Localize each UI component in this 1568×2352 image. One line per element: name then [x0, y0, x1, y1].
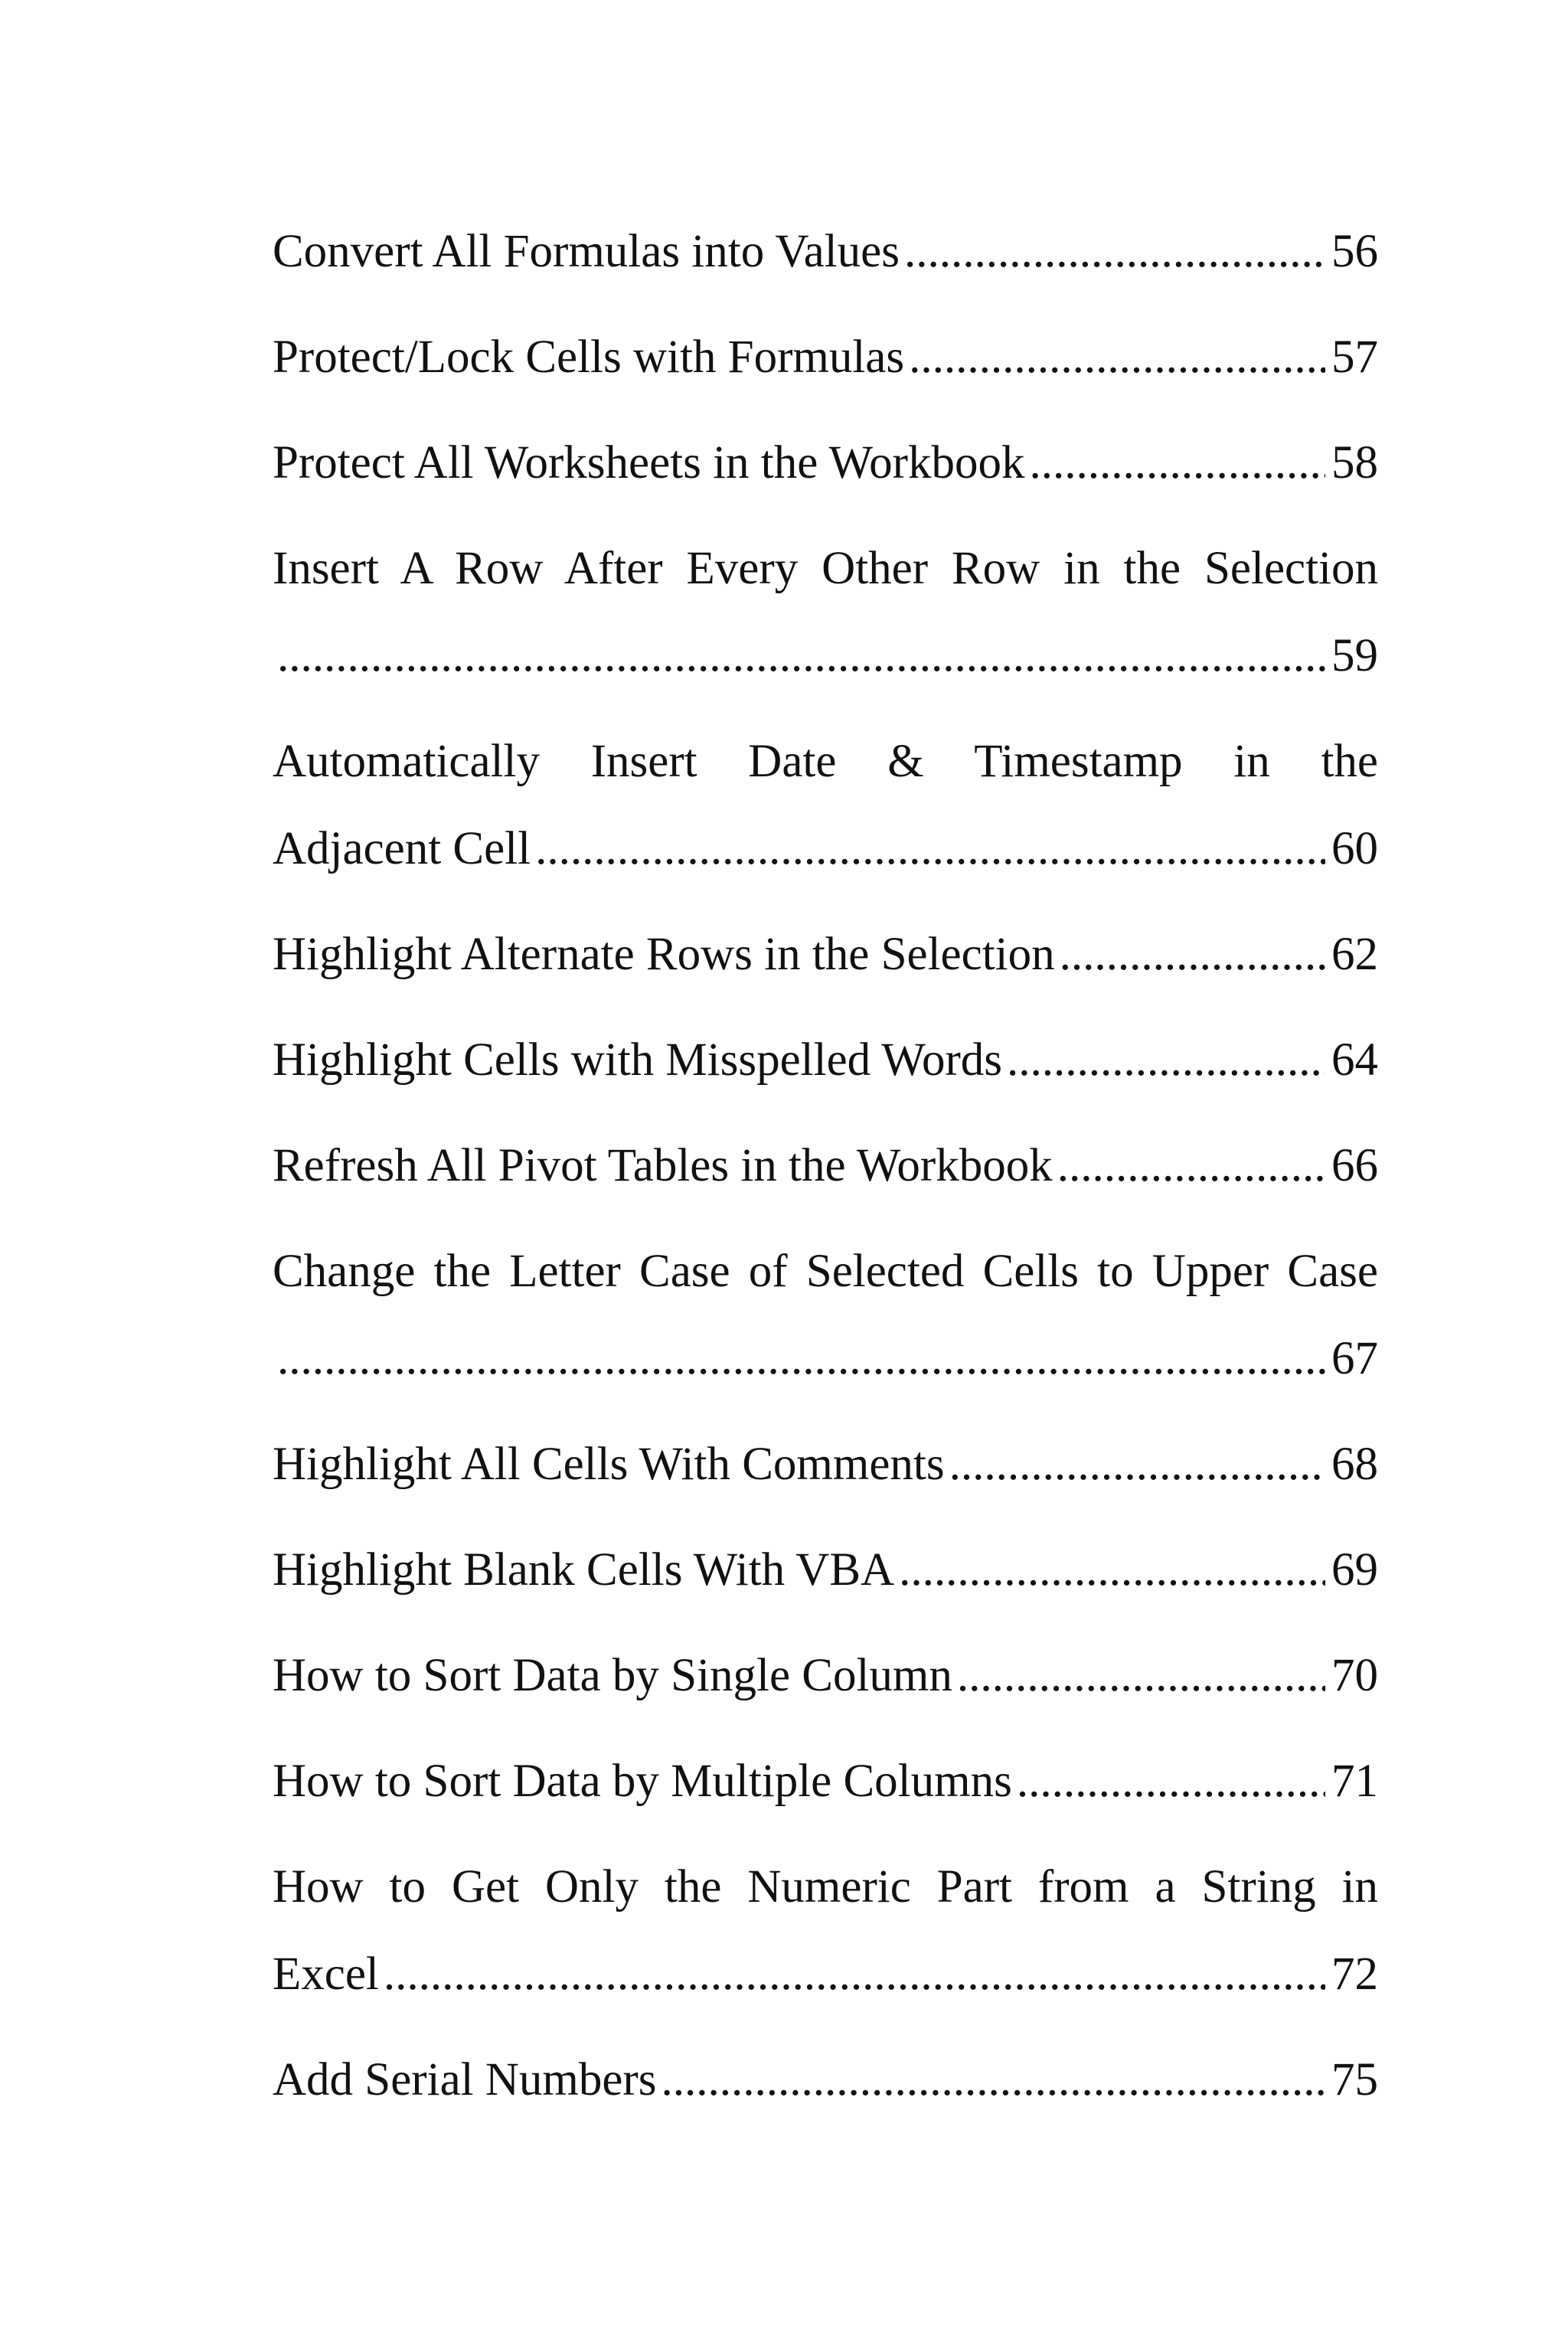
toc-entry-page-number: 66: [1331, 1140, 1378, 1191]
toc-entry-leader-line: [273, 1931, 1378, 2018]
dot-leader: [1057, 1122, 1325, 1210]
toc-entry-leader-line: [273, 805, 1378, 893]
dot-leader: [277, 612, 1325, 700]
toc-entry-title: Highlight Alternate Rows in the Selection: [273, 929, 1055, 980]
toc-entry-leader-line: [273, 1017, 1378, 1104]
toc-entry-leader-line: [273, 1738, 1378, 1825]
toc-entry-title: Highlight Cells with Misspelled Words: [273, 1034, 1003, 1086]
toc-entry-page-number: 58: [1331, 437, 1378, 488]
toc-entry-title: Protect All Worksheets in the Workbook: [273, 437, 1025, 488]
toc-entry-page-number: 62: [1331, 929, 1378, 980]
toc-entry[interactable]: [273, 2037, 1378, 2124]
toc-entry[interactable]: [273, 208, 1378, 296]
toc-entry-title: Protect/Lock Cells with Formulas: [273, 332, 905, 383]
dot-leader: [661, 2037, 1325, 2124]
toc-entry[interactable]: [273, 1122, 1378, 1210]
toc-entry-title-line: Automatically Insert Date & Timestamp in the: [273, 736, 1378, 787]
toc-entry-title-line: Change the Letter Case of Selected Cells to Upper Case: [273, 1246, 1378, 1297]
toc-entry-page-number: 70: [1331, 1650, 1378, 1701]
toc-entry[interactable]: [273, 1421, 1378, 1508]
toc-entry-page-number: 72: [1331, 1949, 1378, 2000]
dot-leader: [904, 208, 1325, 296]
toc-entry-leader-line: [273, 1122, 1378, 1210]
toc-entry-title: Highlight All Cells With Comments: [273, 1439, 945, 1490]
dot-leader: [1060, 911, 1325, 998]
toc-entry-page-number: 57: [1331, 332, 1378, 383]
dot-leader: [1029, 420, 1325, 507]
toc-entry[interactable]: [273, 1228, 1378, 1403]
toc-entry-title: Highlight Blank Cells With VBA: [273, 1544, 895, 1596]
toc-entry-leader-line: [273, 208, 1378, 296]
toc-entry-title-line: Insert A Row After Every Other Row in the Selection: [273, 543, 1378, 594]
toc-entry-title: How to Sort Data by Multiple Columns: [273, 1756, 1012, 1807]
toc-entry-leader-line: [273, 612, 1378, 700]
dot-leader: [909, 314, 1325, 401]
toc-entry-leader-line: [273, 911, 1378, 998]
toc-entry-leader-line: [273, 1527, 1378, 1614]
dot-leader: [1017, 1738, 1325, 1825]
dot-leader: [277, 1315, 1325, 1403]
toc-entry-title: Adjacent Cell: [273, 823, 531, 874]
toc-entry-leader-line: [273, 2037, 1378, 2124]
toc-entry-page-number: 60: [1331, 823, 1378, 874]
toc-entry[interactable]: [273, 911, 1378, 998]
toc-entry[interactable]: [273, 420, 1378, 507]
toc-entry-leader-line: [273, 1315, 1378, 1403]
toc-entry-title-line: How to Get Only the Numeric Part from a String in: [273, 1861, 1378, 1913]
toc-entry-title: Refresh All Pivot Tables in the Workbook: [273, 1140, 1053, 1191]
toc-entry[interactable]: [273, 1738, 1378, 1825]
toc-entry-page-number: 59: [1331, 630, 1378, 681]
toc-entry-leader-line: [273, 1421, 1378, 1508]
toc-entry-page-number: 75: [1331, 2054, 1378, 2105]
toc-entry-page-number: 68: [1331, 1439, 1378, 1490]
dot-leader: [949, 1421, 1325, 1508]
toc-entry[interactable]: [273, 1632, 1378, 1720]
toc-entry[interactable]: [273, 1017, 1378, 1104]
toc-entry-page-number: 67: [1331, 1333, 1378, 1384]
table-of-contents: [273, 208, 1378, 2142]
toc-entry-title: How to Sort Data by Single Column: [273, 1650, 952, 1701]
toc-entry[interactable]: [273, 718, 1378, 893]
toc-entry-page-number: 56: [1331, 226, 1378, 277]
toc-entry[interactable]: [273, 314, 1378, 401]
toc-entry-title: Add Serial Numbers: [273, 2054, 657, 2105]
toc-entry-page-number: 71: [1331, 1756, 1378, 1807]
toc-entry[interactable]: [273, 1527, 1378, 1614]
toc-entry-page-number: 69: [1331, 1544, 1378, 1596]
dot-leader: [1007, 1017, 1325, 1104]
toc-entry-title: Convert All Formulas into Values: [273, 226, 900, 277]
dot-leader: [384, 1931, 1325, 2018]
dot-leader: [957, 1632, 1325, 1720]
toc-entry-leader-line: [273, 314, 1378, 401]
toc-entry-leader-line: [273, 420, 1378, 507]
toc-entry-title: Excel: [273, 1949, 379, 2000]
toc-entry[interactable]: [273, 1844, 1378, 2018]
toc-entry[interactable]: [273, 525, 1378, 700]
dot-leader: [535, 805, 1325, 893]
dot-leader: [899, 1527, 1325, 1614]
toc-entry-leader-line: [273, 1632, 1378, 1720]
toc-entry-page-number: 64: [1331, 1034, 1378, 1086]
